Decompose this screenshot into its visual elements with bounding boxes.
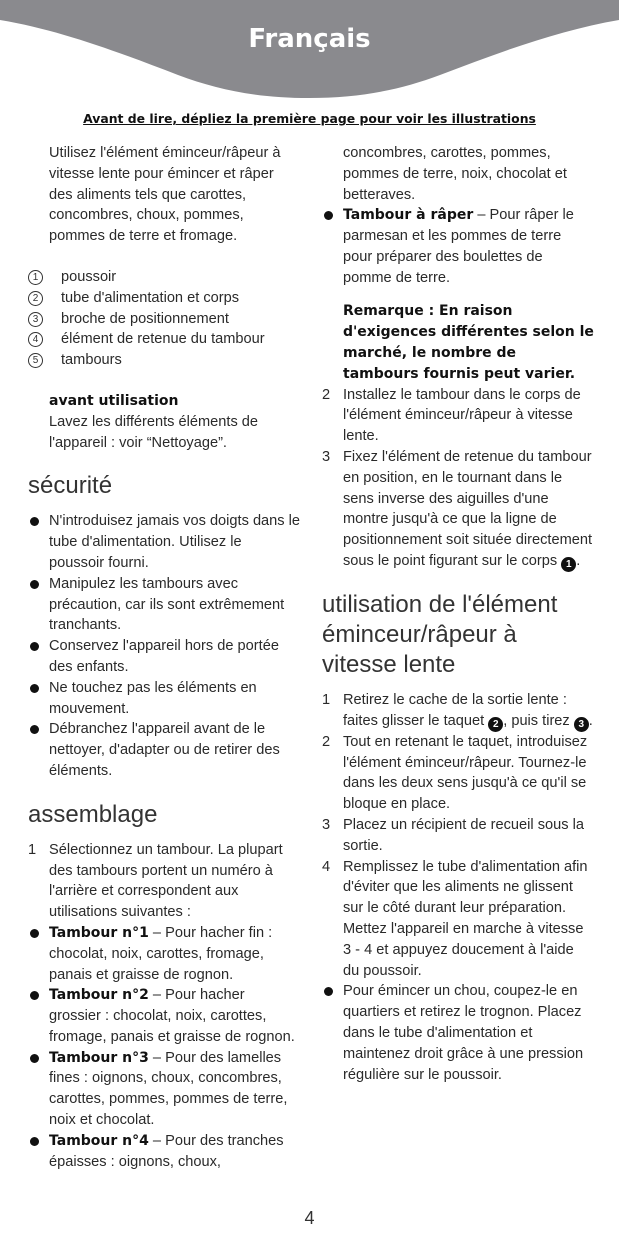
drum-item: Tambour n°4 – Pour des tranches épaisses : oignons, choux, [28, 1131, 300, 1173]
bullet-icon [30, 642, 39, 651]
part-item: 5 tambours [28, 350, 300, 371]
circled-number: 1 [28, 270, 43, 285]
usage-step: 3 Placez un récipient de recueil sous la sortie. [322, 816, 584, 854]
safety-item: Manipulez les tambours avec précaution, car ils sont extrêmement tranchants. [28, 574, 300, 636]
usage-list [322, 690, 594, 1085]
assembly-step: 3 Fixez l'élément de retenue du tambour en position, en le tournant dans le sens inverse des aiguilles d'une montre jusqu'à ce que la ligne de positionnement soit située directement sous le point figurant sur le corps 1 . [322, 448, 593, 570]
bullet-icon [30, 991, 39, 1000]
drum-name: Tambour n°3 [49, 1049, 149, 1066]
bullet-icon [30, 684, 39, 693]
circled-number: 4 [28, 332, 43, 347]
step-number: 3 [322, 816, 331, 833]
notice-text: Avant de lire, dépliez la première page pour voir les illustrations [83, 111, 536, 126]
part-item: 3 broche de positionnement [28, 309, 300, 330]
drum4-continued: concombres, carottes, pommes, pommes de terre, noix, chocolat et betteraves. [343, 145, 567, 203]
left-column [28, 143, 300, 1172]
drum-name: Tambour n°1 [49, 924, 149, 941]
usage-step: 4 Remplissez le tube d'alimentation afin d'éviter que les aliments ne glissent sur le côté durant leur préparation. Mettez l'appareil en marche à vitesse 3 - 4 et appuyez doucement à l'aide du poussoir. [322, 858, 588, 979]
bullet-icon [30, 1054, 39, 1063]
circled-number: 3 [28, 312, 43, 327]
usage-heading: utilisation de l'élément éminceur/râpeur à vitesse lente [322, 590, 558, 678]
callout-badge: 1 [561, 557, 576, 572]
drum-item: Tambour n°3 – Pour des lamelles fines : oignons, choux, concombres, carottes, pommes, pommes de terre, noix et chocolat. [28, 1048, 300, 1131]
circled-number: 2 [28, 291, 43, 306]
step-number: 1 [28, 841, 37, 858]
usage-step: 2 Tout en retenant le taquet, introduisez l'élément éminceur/râpeur. Tournez-le dans les deux sens jusqu'à ce qu'il se bloque en place. [322, 733, 588, 813]
parts-list [28, 267, 300, 371]
safety-list [28, 511, 300, 781]
drum-name: Tambour à râper [343, 207, 474, 224]
callout-badge: 2 [488, 717, 503, 732]
circled-number: 5 [28, 353, 43, 368]
before-use-text: Lavez les différents éléments de l'appareil : voir “Nettoyage”. [49, 413, 259, 451]
language-title: Français [248, 24, 371, 54]
step-number: 2 [322, 733, 331, 750]
assembly-step: 1 Sélectionnez un tambour. La plupart des tambours portent un numéro à l'arrière et correspondent aux utilisations suivantes : [28, 841, 283, 921]
usage-step: 1 Retirez le cache de la sortie lente : faites glisser le taquet 2 , puis tirez 3 . [322, 691, 593, 730]
drum-name: Tambour n°4 [49, 1132, 149, 1149]
bullet-icon [30, 1137, 39, 1146]
remark-note: Remarque : En raison d'exigences différentes selon le marché, le nombre de tambours fournis peut varier. [343, 302, 594, 382]
drum-item: Tambour n°2 – Pour hacher grossier : chocolat, noix, carottes, fromage, panais et graisse de rognon. [28, 985, 300, 1047]
step-number: 4 [322, 858, 331, 875]
page-number: 4 [304, 1208, 315, 1228]
drum-item: Tambour n°1 – Pour hacher fin : chocolat, noix, carottes, fromage, panais et graisse de rognon. [28, 923, 300, 985]
intro-paragraph: Utilisez l'élément éminceur/râpeur à vitesse lente pour émincer et râper des aliments tels que carottes, concombres, choux, pommes, pommes de terre et fromage. [49, 145, 281, 245]
usage-tip: Pour émincer un chou, coupez-le en quartiers et retirez le trognon. Placez dans le tube d'alimentation et maintenez droit grâce à une pression régulière sur le poussoir. [322, 981, 594, 1085]
callout-badge: 3 [574, 717, 589, 732]
step-number: 2 [322, 386, 331, 403]
bullet-icon [30, 517, 39, 526]
bullet-icon [30, 725, 39, 734]
safety-heading: sécurité [28, 472, 113, 500]
assembly-heading: assemblage [28, 800, 158, 828]
grater-list [322, 205, 594, 288]
part-item: 1 poussoir [28, 267, 300, 288]
bullet-icon [324, 211, 333, 220]
bullet-icon [30, 929, 39, 938]
bullet-icon [324, 987, 333, 996]
safety-item: N'introduisez jamais vos doigts dans le tube d'alimentation. Utilisez le poussoir fourni. [28, 511, 300, 573]
part-item: 4 élément de retenue du tambour [28, 329, 300, 350]
safety-item: Ne touchez pas les éléments en mouvement. [28, 678, 300, 720]
drum-item: Tambour à râper – Pour râper le parmesan et les pommes de terre pour préparer des boulettes de pomme de terre. [322, 205, 594, 288]
part-item: 2 tube d'alimentation et corps [28, 288, 300, 309]
step-number: 1 [322, 691, 331, 708]
assembly-list [28, 840, 300, 1173]
safety-item: Conservez l'appareil hors de portée des enfants. [28, 636, 300, 678]
assembly-step: 2 Installez le tambour dans le corps de l'élément éminceur/râpeur à vitesse lente. [322, 386, 581, 445]
bullet-icon [30, 580, 39, 589]
right-column [322, 143, 594, 1085]
safety-item: Débranchez l'appareil avant de le nettoyer, d'adapter ou de retirer des éléments. [28, 719, 300, 781]
step-number: 3 [322, 448, 331, 465]
assembly-steps-cont [322, 385, 594, 572]
drum-name: Tambour n°2 [49, 987, 149, 1004]
before-use-heading: avant utilisation [49, 392, 179, 409]
